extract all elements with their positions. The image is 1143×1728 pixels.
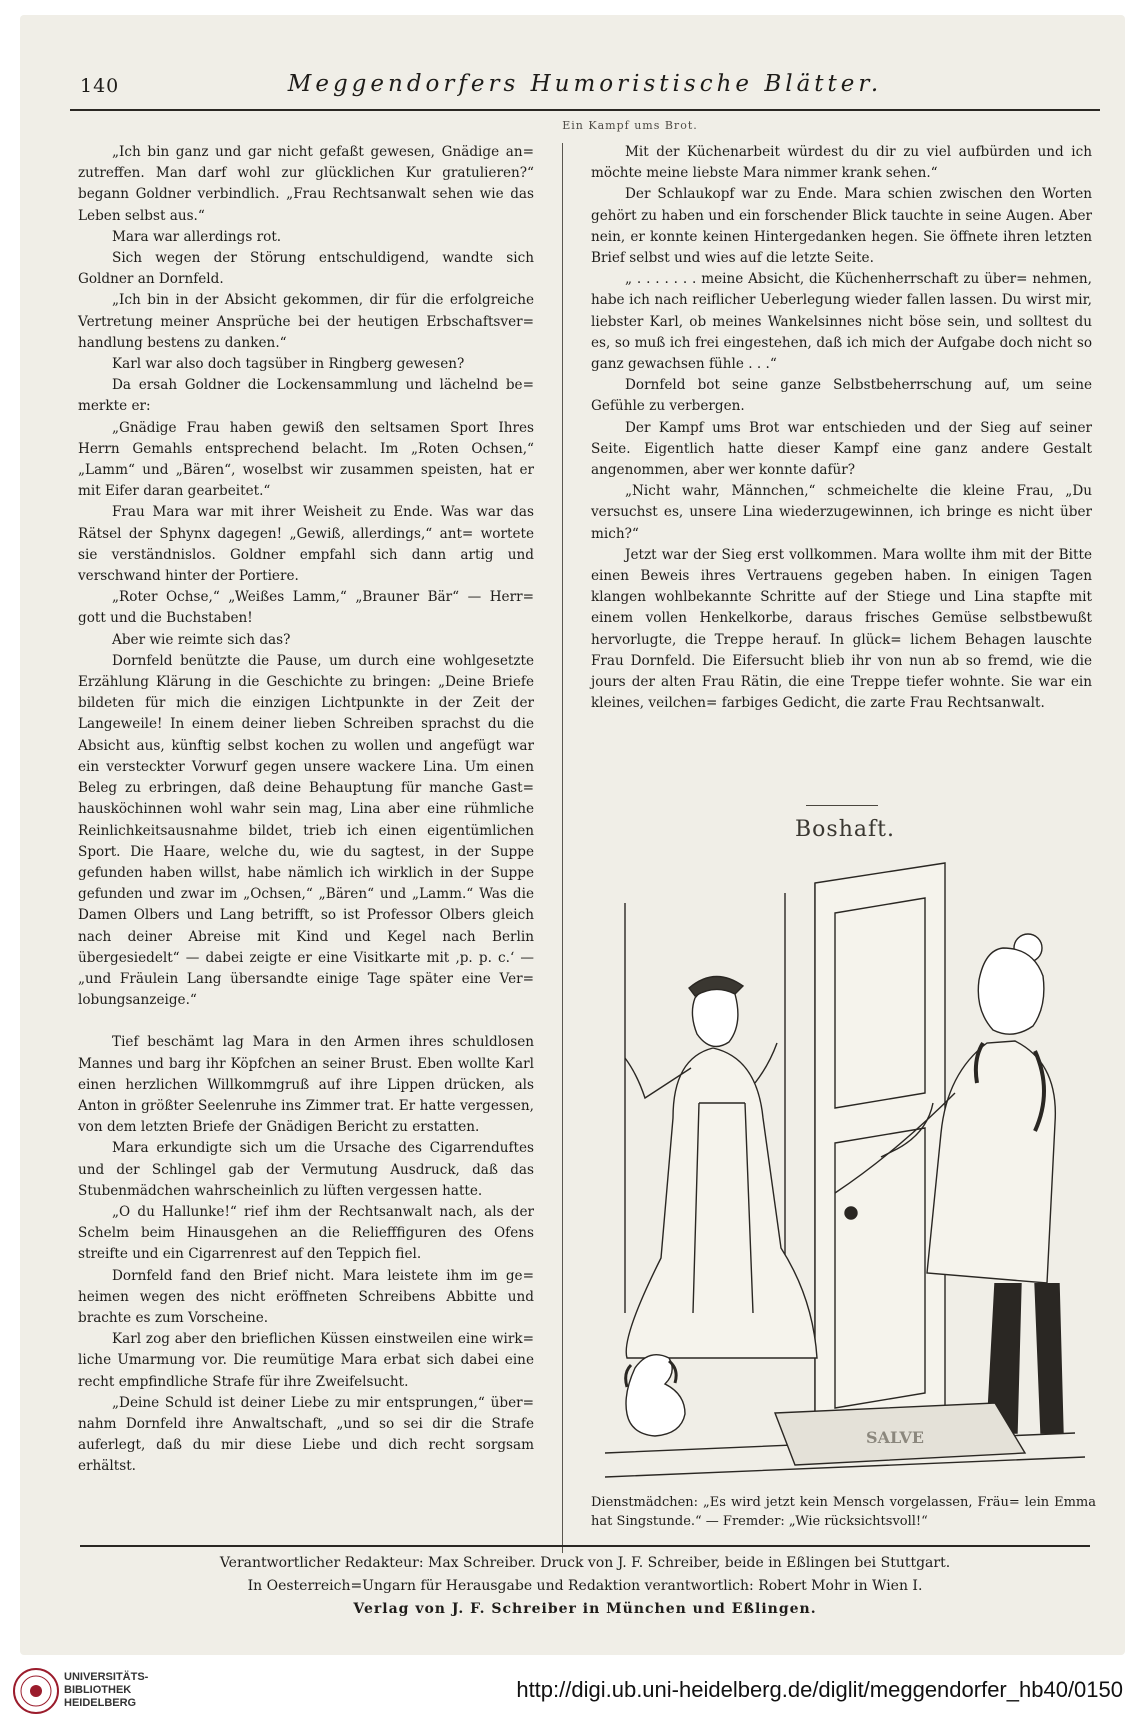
footer-austria-line: In Oesterreich=Ungarn für Herausgabe und Redaktion verantwortlich: Robert Mohr in Wien I. [247, 1578, 923, 1594]
footer-rule [80, 1545, 1090, 1547]
paragraph: Karl war also doch tagsüber in Ringberg gewesen? [112, 356, 465, 373]
journal-title: Meggendorfers Humoristische Blätter. [287, 71, 883, 97]
paragraph: „ . . . . . . . meine Absicht, die Küchenherrschaft zu über= nehmen, habe ich nach reiflicher Ueberlegung wieder fallen lassen. Du wirst mir, liebster Karl, ob meines Wankelsinnes nicht böse sein, und solltest du es, so muß ich frei eingestehen, daß ich mich der Aufgabe doch nicht so ganz gewachsen fühle . . .“ [591, 271, 1092, 373]
digitization-bar [0, 1655, 1143, 1728]
footer-publisher-line: Verlag von J. F. Schreiber in München und Eßlingen. [353, 1601, 817, 1617]
cartoon-illustration [595, 813, 1095, 1493]
university-name-line: BIBLIOTHEK [64, 1684, 132, 1696]
page-header [60, 63, 1110, 103]
section-rule [806, 805, 878, 806]
header-rule [70, 109, 1100, 111]
paragraph: „Nicht wahr, Männchen,“ schmeichelte die kleine Frau, „Du versuchst es, unsere Lina wiederzugewinnen, ich bringe es nicht über mich?“ [591, 483, 1092, 542]
article-title: Ein Kampf ums Brot. [562, 119, 698, 132]
university-name-line: HEIDELBERG [64, 1697, 137, 1709]
column-divider [562, 143, 563, 1553]
paragraph: Da ersah Goldner die Lockensammlung und lächelnd be= merkte er: [78, 377, 534, 415]
university-name-line: UNIVERSITÄTS- [64, 1671, 149, 1683]
illustration-caption: Dienstmädchen: „Es wird jetzt kein Mensch vorgelassen, Fräu= lein Emma hat Singstunde.“ — Fremder: „Wie rücksichtsvoll!“ [591, 1495, 1096, 1529]
maid-figure [625, 976, 817, 1358]
paragraph: „Roter Ochse,“ „Weißes Lamm,“ „Brauner Bär“ — Herr= gott und die Buchstaben! [78, 589, 534, 627]
scanned-page [20, 15, 1125, 1655]
paragraph: Dornfeld bot seine ganze Selbstbeherrschung auf, um seine Gefühle zu verbergen. [591, 377, 1092, 415]
paragraph: Dornfeld fand den Brief nicht. Mara leistete ihm im ge= heimen wegen des nicht eröffneten Schreibens Abbitte und brachte es zum Vorscheine. [78, 1267, 534, 1326]
paragraph: Der Kampf ums Brot war entschieden und der Sieg auf seiner Seite. Eigentlich hatte dieser Kampf eine ganz andere Gestalt angenommen, aber wer konnte dafür? [591, 419, 1092, 479]
right-column [591, 142, 1092, 782]
paragraph: Jetzt war der Sieg erst vollkommen. Mara wollte ihm mit der Bitte einen Beweis ihres Vertrauens gegeben haben. In einigen Tagen klangen wohlbekannte Schritte auf der Stiege und Lina stapfte mit einem vollen Henkelkorbe, daraus frisches Gemüse selbstbewußt hervorlugte, die Treppe herauf. In glück= lichem Behagen lauschte Frau Dornfeld. Die Eifersucht blieb ihr von nun ab so fremd, wie die jours der alten Frau Rätin, die eine Treppe tiefer wohnte. Sie war ein kleines, veilchen= farbiges Gedicht, die zarte Frau Rechtsanwalt. [591, 546, 1092, 712]
page-number: 140 [80, 75, 120, 97]
page-footer [80, 1552, 1090, 1621]
cartoon-drawing [595, 853, 1095, 1493]
paragraph: „Ich bin ganz und gar nicht gefaßt gewesen, Gnädige an= zutreffen. Man darf wohl zur glücklichen Kur gratulieren?“ begann Goldner verbindlich. „Frau Rechtsanwalt sehen wie das Leben selbst aus.“ [78, 144, 534, 224]
paragraph: „Ich bin in der Absicht gekommen, dir für die erfolgreiche Vertretung meiner Ansprüche bei der heutigen Erbschaftsver= handlung bestens zu danken.“ [78, 292, 534, 351]
paragraph: Aber wie reimte sich das? [112, 631, 291, 648]
paragraph: Sich wegen der Störung entschuldigend, wandte sich Goldner an Dornfeld. [78, 250, 534, 288]
university-name [64, 1671, 148, 1710]
paragraph: „Gnädige Frau haben gewiß den seltsamen Sport Ihres Herrn Gemahls entsprechend belacht. Im „Roten Ochsen,“ „Lamm“ und „Bären“, woselbst wir zusammen speisten, hat er mit Eifer daran gearbeitet.“ [78, 419, 534, 500]
paragraph: Mara erkundigte sich um die Ursache des Cigarrenduftes und der Schlingel gab der Vermutung Ausdruck, daß das Stubenmädchen wahrscheinlich zu lüften vergessen hatte. [78, 1140, 534, 1199]
source-url-link[interactable]: http://digi.ub.uni-heidelberg.de/diglit/meggendorfer_hb40/0150 [516, 1677, 1123, 1702]
paragraph: Mit der Küchenarbeit würdest du dir zu viel aufbürden und ich möchte meine liebste Mara nimmer krank sehen.“ [591, 144, 1092, 182]
paragraph: Tief beschämt lag Mara in den Armen ihres schuldlosen Mannes und barg ihr Köpfchen an seiner Brust. Eben wollte Karl einen herzlichen Willkommgruß auf ihre Lippen drücken, als Anton in größter Seelenruhe ins Zimmer trat. Er hatte vergessen, von dem letzten Briefe der Gnädigen Bericht zu erstatten. [78, 1034, 534, 1136]
dog-figure [626, 1355, 685, 1436]
paragraph: Frau Mara war mit ihrer Weisheit zu Ende. Was war das Rätsel der Sphynx dagegen! „Gewiß, allerdings,“ ant= wortete sie verständnislos. Goldner empfahl sich dann artig und verschwand hinter der Portiere. [78, 504, 534, 585]
paragraph: Mara war allerdings rot. [112, 228, 282, 245]
paragraph: Der Schlaukopf war zu Ende. Mara schien zwischen den Worten gehört zu haben und ein forschender Blick tauchte in seine Augen. Aber nein, er konnte keinen Hintergedanken hegen. Sie öffnete ihren letzten Brief selbst und wies auf die letzte Seite. [591, 186, 1092, 267]
university-seal-icon [12, 1667, 60, 1715]
footer-editor-line: Verantwortlicher Redakteur: Max Schreiber. Druck von J. F. Schreiber, beide in Eßlingen bei Stuttgart. [219, 1555, 951, 1571]
paragraph: „O du Hallunke!“ rief ihm der Rechtsanwalt nach, als der Schelm beim Hinausgehen an die Reliefffiguren des Ofens streifte und ein Cigarrenrest auf den Teppich fiel. [78, 1203, 534, 1263]
illustration-title: Boshaft. [795, 817, 895, 842]
paragraph: „Deine Schuld ist deiner Liebe zu mir entsprungen,“ über= nahm Dornfeld ihre Anwaltschaft, „und so sei dir die Strafe auferlegt, daß du mir diese Liebe und dich recht sorgsam erhältst. [78, 1394, 534, 1475]
door-knob [845, 1207, 857, 1219]
paragraph: Karl zog aber den brieflichen Küssen einstweilen eine wirk= liche Umarmung vor. Die reumütige Mara erbat sich dabei eine recht empfindliche Strafe für ihre Zweifelsucht. [78, 1331, 534, 1390]
paragraph: Dornfeld benützte die Pause, um durch eine wohlgesetzte Erzählung Klärung in die Geschichte zu bringen: „Deine Briefe bildeten für mich die einzigen Lichtpunkte in der Zeit der Langeweile! In einem deiner lieben Schreiben sprachst du die Absicht aus, künftig selbst kochen zu wollen und angefügt war ein versteckter Vorwurf gegen unsere wackere Lina. Um einen Beleg zu erbringen, daß deine Behauptung für manche Gast= hausköchinnen wohl wahr sein mag, Lina aber eine rühmliche Reinlichkeitsausnahme bildet, trieb ich einen eigentümlichen Sport. Die Haare, welche du, wie du sagtest, in der Suppe gefunden haben willst, habe nämlich ich wirklich in der Suppe gefunden und zwar im „Ochsen,“ „Bären“ und „Lamm.“ Was die Damen Olbers und Lang betrifft, so ist Professor Olbers gleich nach deiner Abreise mit Kind und Kegel nach Berlin übergesiedelt“ — dabei zeigte er eine Visitkarte mit ‚p. p. c.‘ — „und Fräulein Lang übersandte einige Tage später eine Ver= lobungsanzeige.“ [78, 652, 534, 1009]
left-column [78, 142, 534, 1539]
doormat-text: SALVE [866, 1428, 924, 1447]
